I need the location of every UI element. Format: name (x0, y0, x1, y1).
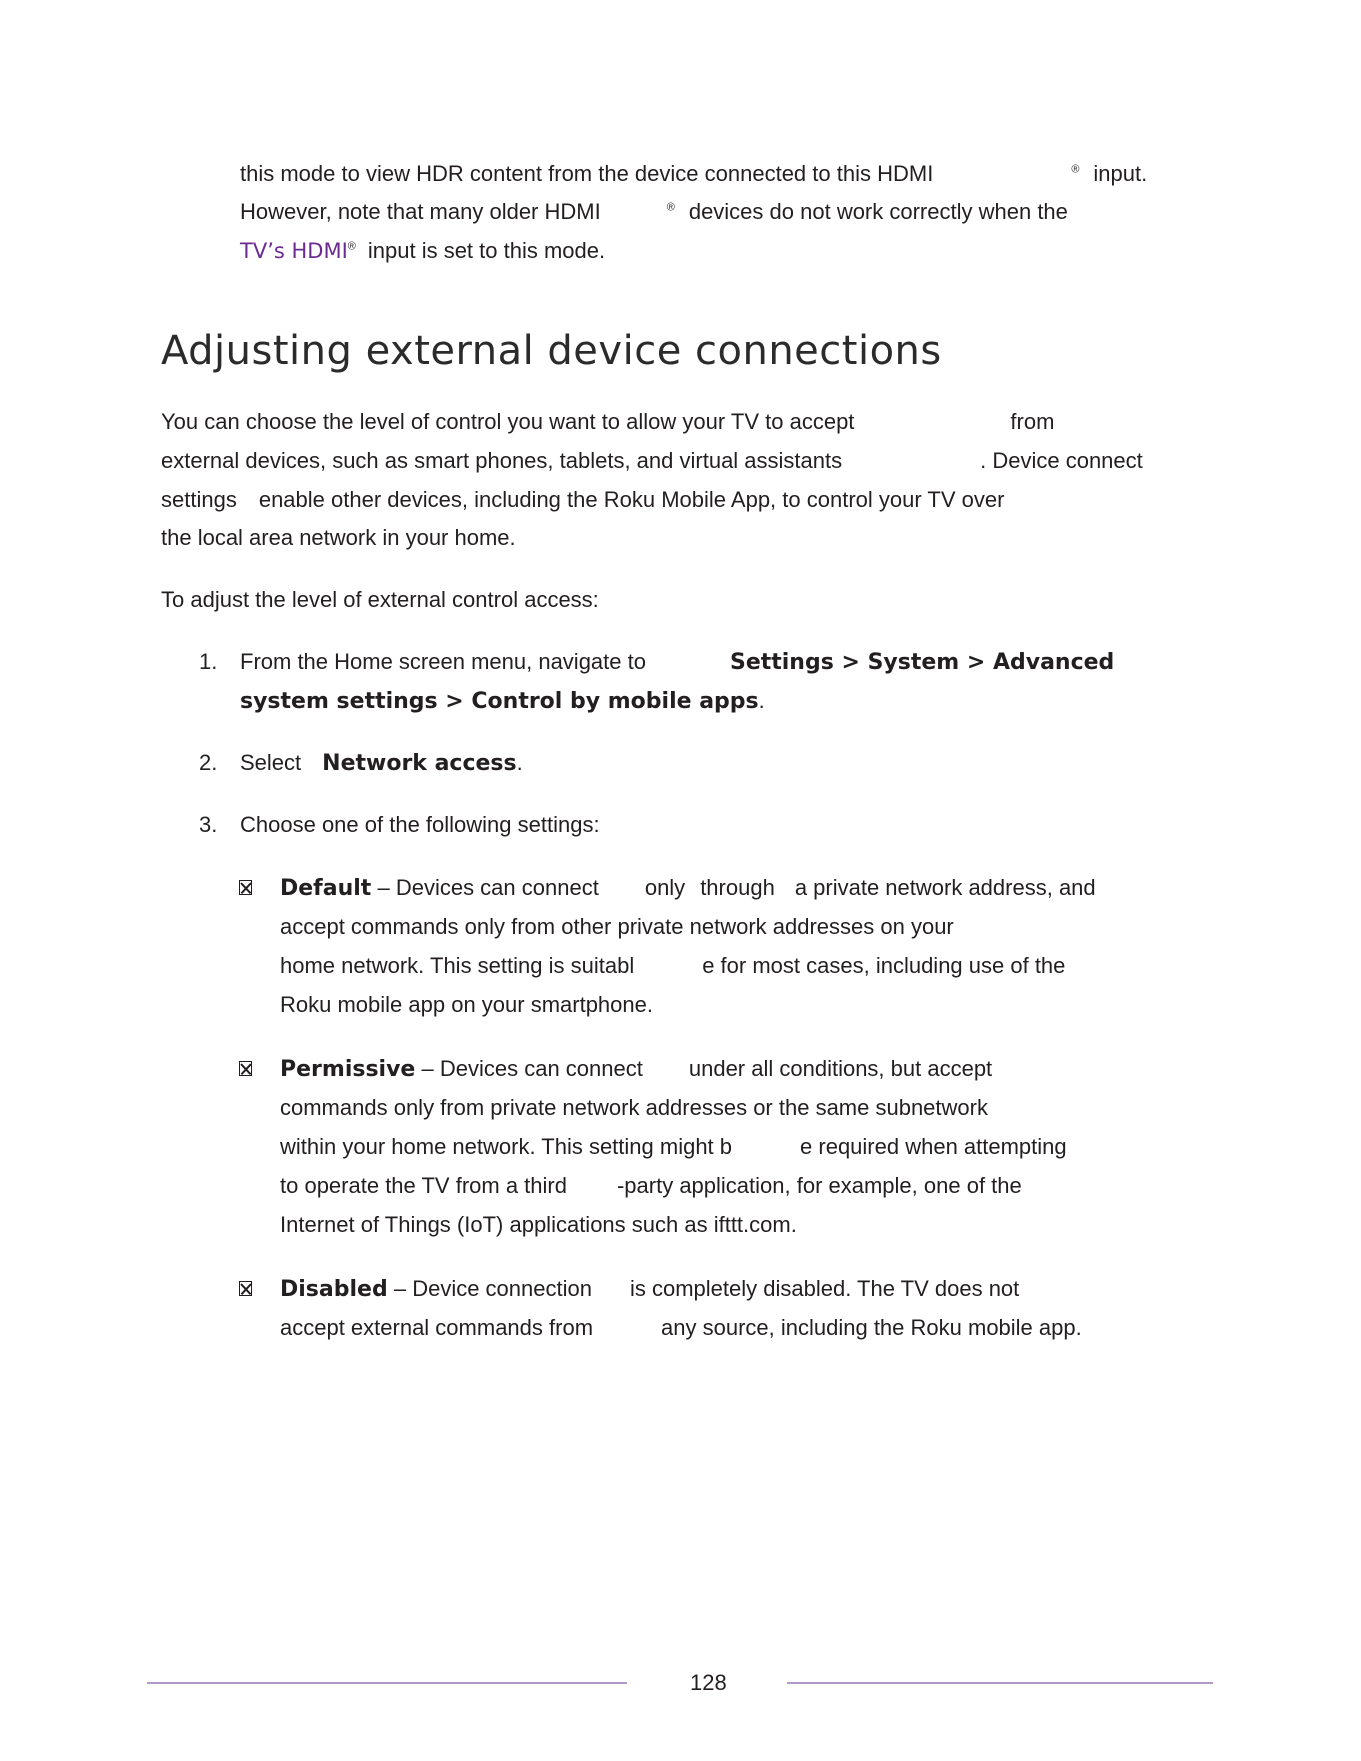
option-permissive-text-a: Devices can connect (439, 1056, 643, 1081)
para2-text: To adjust the level of external control access: (161, 587, 599, 612)
option-default-line-4 (280, 990, 653, 1020)
option-default-text-a: Devices can connect (395, 875, 599, 900)
option-disabled-text-a: Device connection (412, 1276, 592, 1301)
para2 (161, 585, 599, 615)
option-permissive-line-5 (280, 1210, 797, 1240)
option-default-text-d: a private network address, and (794, 875, 1096, 900)
step-1-menu-path: Settings > System > Advanced (729, 650, 1115, 675)
para1-line-1 (161, 407, 1054, 437)
option-default-line-4-text: Roku mobile app on your smartphone. (280, 992, 653, 1017)
step-1-number: 1. (199, 649, 218, 674)
step-2-text: Select (240, 750, 302, 775)
para1-line-2 (161, 446, 1143, 476)
para1-line-3-text: settings (161, 487, 237, 512)
option-permissive-line-5-text: Internet of Things (IoT) applications such as ifttt.com. (280, 1212, 797, 1237)
option-permissive-line-4-a: to operate the TV from a third (280, 1173, 567, 1198)
para1-line-4-text: the local area network in your home. (161, 525, 516, 550)
option-default-line-2-text: accept commands only from other private network addresses on your (280, 914, 954, 939)
step-2-setting-name: Network access (322, 751, 517, 776)
footer-rule-left (147, 1682, 627, 1684)
intro-line-3-end: input is set to this mode. (367, 238, 606, 263)
step-2-end: . (516, 750, 523, 775)
option-default-name: Default (280, 876, 372, 901)
step-2-line (240, 748, 523, 779)
para1-line-2-text: external devices, such as smart phones, tablets, and virtual assistants (161, 448, 843, 473)
step-1-text: From the Home screen menu, navigate to (240, 649, 646, 674)
option-permissive-line-4 (280, 1171, 1022, 1201)
tv-hdmi-label: TV’s HDMI (240, 239, 348, 263)
para1-line-2-end: . Device connect (980, 448, 1143, 473)
option-default-text-c: through (700, 875, 775, 900)
registered-mark: ® (666, 201, 675, 214)
option-default-line-3 (280, 951, 1065, 981)
option-permissive-text-b: under all conditions, but accept (688, 1056, 993, 1081)
option-default-text-b: only (644, 875, 686, 900)
option-permissive-line-2 (280, 1093, 988, 1123)
checkbox-bullet-icon (239, 880, 252, 895)
step-1-end: . (758, 688, 765, 713)
footer-rule-right (787, 1682, 1213, 1684)
intro-line-1-end: input. (1093, 161, 1148, 186)
para1-line-1-end: from (1010, 409, 1055, 434)
option-permissive-name: Permissive (280, 1057, 416, 1082)
intro-line-3 (240, 236, 605, 266)
intro-line-2 (240, 197, 1068, 227)
option-default-line-3-b: e for most cases, including use of the (702, 953, 1066, 978)
registered-mark: ® (347, 240, 356, 253)
option-disabled-text-b: is completely disabled. The TV does not (629, 1276, 1020, 1301)
option-permissive-line-3 (280, 1132, 1067, 1162)
option-disabled-line-2-b: any source, including the Roku mobile app. (661, 1315, 1082, 1340)
intro-line-2-end: devices do not work correctly when the (688, 199, 1068, 224)
page-number: 128 (690, 1670, 727, 1695)
para1-line-1-text: You can choose the level of control you want to allow your TV to accept (161, 409, 855, 434)
section-heading: Adjusting external device connections (161, 328, 942, 374)
step-1-line-1 (240, 647, 1114, 678)
step-1-line-2 (240, 686, 765, 717)
option-permissive-line-3-b: e required when attempting (800, 1134, 1067, 1159)
step-1-menu-path-cont: system settings > Control by mobile apps (240, 689, 759, 714)
option-disabled-name: Disabled (280, 1277, 388, 1302)
step-2-number: 2. (199, 750, 218, 775)
option-dash: – (421, 1056, 434, 1081)
option-disabled-line-1 (280, 1274, 1019, 1305)
step-3-number: 3. (199, 812, 218, 837)
intro-line-1 (240, 159, 1147, 189)
checkbox-bullet-icon (239, 1281, 252, 1296)
step-3-text: Choose one of the following settings: (240, 812, 600, 837)
option-default-line-1 (280, 873, 1096, 904)
para1-line-4 (161, 523, 516, 553)
option-default-line-3-a: home network. This setting is suitabl (280, 953, 635, 978)
option-permissive-line-4-b: -party application, for example, one of the (616, 1173, 1022, 1198)
checkbox-bullet-icon (239, 1061, 252, 1076)
option-permissive-line-1 (280, 1054, 992, 1085)
option-dash: – (377, 875, 390, 900)
option-disabled-line-2 (280, 1313, 1082, 1343)
para1-line-3-end: enable other devices, including the Roku Mobile App, to control your TV over (258, 487, 1005, 512)
option-permissive-line-3-a: within your home network. This setting might b (280, 1134, 733, 1159)
intro-line-2-text: However, note that many older HDMI (240, 199, 601, 224)
option-disabled-line-2-a: accept external commands from (280, 1315, 594, 1340)
step-3-line (240, 810, 600, 840)
para1-line-3 (161, 485, 1004, 515)
registered-mark: ® (1071, 163, 1080, 176)
intro-line-1-text: this mode to view HDR content from the device connected to this HDMI (240, 161, 934, 186)
option-dash: – (393, 1276, 407, 1301)
option-permissive-line-2-text: commands only from private network addresses or the same subnetwork (280, 1095, 988, 1120)
option-default-line-2 (280, 912, 954, 942)
